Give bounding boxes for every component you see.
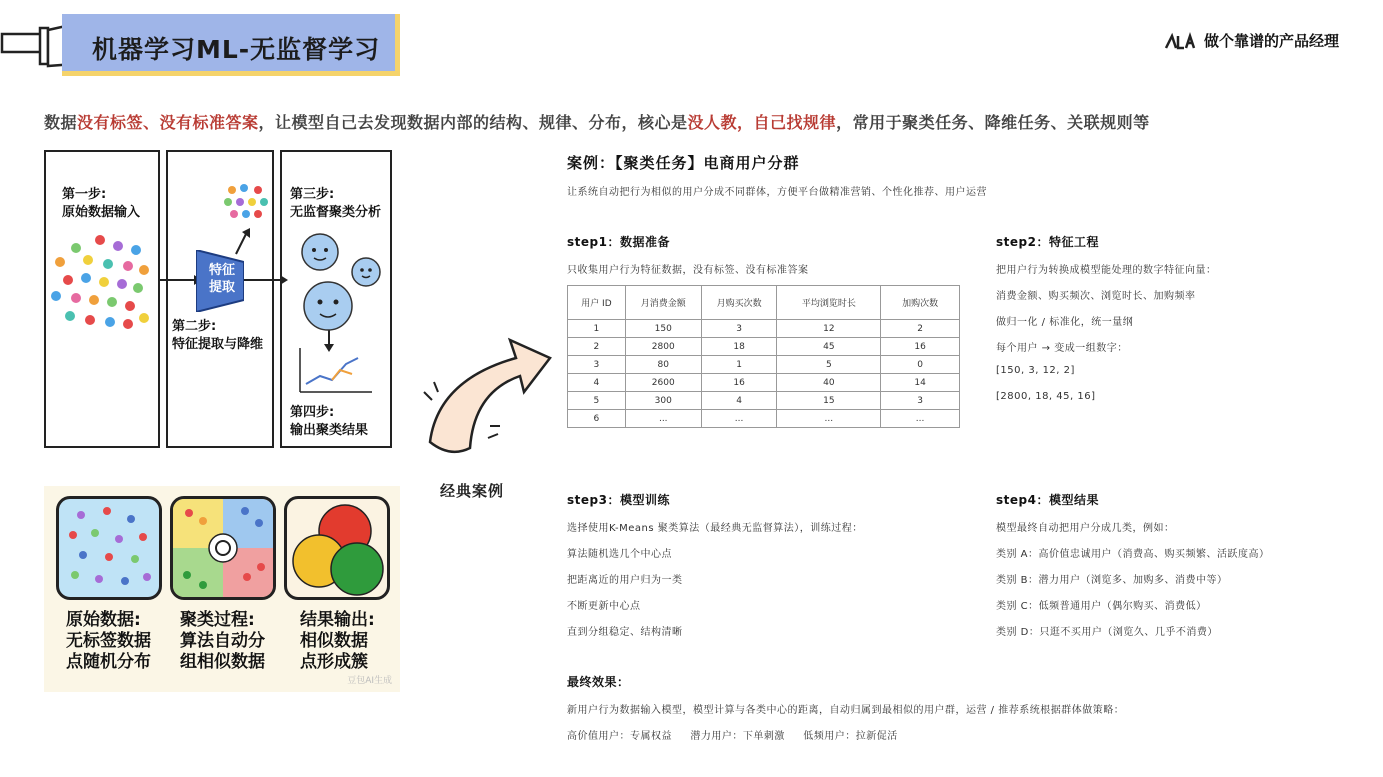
extracted-feature-dots	[220, 184, 270, 226]
step4-title: step4：模型结果	[996, 493, 1099, 507]
case-title: 案例：【聚类任务】电商用户分群	[567, 154, 800, 172]
table-row	[568, 356, 960, 374]
step3-line: 选择使用K-Means 聚类算法（最经典无监督算法），训练过程：	[567, 523, 863, 534]
user-data-table	[567, 285, 960, 428]
step2-line: 把用户行为转换成模型能处理的数字特征向量：	[996, 265, 1217, 276]
step3-title: step3：模型训练	[567, 493, 670, 507]
result-output-card	[284, 496, 390, 600]
table-cell: ...	[625, 410, 701, 428]
column-header: 加购次数	[881, 286, 960, 320]
page-title: 机器学习ML-无监督学习	[92, 35, 381, 64]
table-cell: 150	[625, 320, 701, 338]
step3-line: 把距离近的用户归为一类	[567, 575, 683, 586]
step4-line: 模型最终自动把用户分成几类，例如：	[996, 523, 1175, 534]
step4-line: 类别 A：高价值忠诚用户（消费高、购买频繁、活跃度高）	[996, 549, 1270, 560]
step1-desc: 只收集用户行为特征数据，没有标签、没有标准答案	[567, 265, 809, 276]
step2-line: [150, 3, 12, 2]	[996, 365, 1075, 376]
table-cell: 18	[701, 338, 777, 356]
table-cell: 12	[777, 320, 881, 338]
clustering-quadrants	[173, 499, 273, 597]
brand-name: 做个靠谱的产品经理	[1203, 32, 1339, 50]
table-row	[568, 392, 960, 410]
table-cell: 1	[568, 320, 626, 338]
step2-line: [2800, 18, 45, 16]	[996, 391, 1096, 402]
step4-line: 类别 D：只逛不买用户（浏览久、几乎不消费）	[996, 627, 1218, 638]
raw-data-card	[56, 496, 162, 600]
step3-line: 不断更新中心点	[567, 601, 641, 612]
column-header: 平均浏览时长	[777, 286, 881, 320]
table-cell: 3	[881, 392, 960, 410]
table-cell: 5	[568, 392, 626, 410]
final-title: 最终效果：	[567, 675, 630, 689]
table-cell: 80	[625, 356, 701, 374]
scattered-dots	[59, 499, 159, 597]
final-line: 新用户行为数据输入模型，模型计算与各类中心的距离，自动归属到最相似的用户群，运营 / 推荐系统根据群体做策略：	[567, 705, 1125, 716]
table-cell: 300	[625, 392, 701, 410]
raw-data-caption: 原始数据: 无标签数据 点随机分布	[66, 610, 151, 672]
table-row	[568, 338, 960, 356]
result-output-caption: 结果输出: 相似数据 点形成簇	[300, 610, 375, 672]
table-cell: 2	[881, 320, 960, 338]
table-cell: 0	[881, 356, 960, 374]
case-subtitle: 让系统自动把行为相似的用户分成不同群体，方便平台做精准营销、个性化推荐、用户运营	[567, 187, 987, 198]
table-cell: 14	[881, 374, 960, 392]
table-cell: ...	[777, 410, 881, 428]
step2-line: 每个用户 → 变成一组数字：	[996, 343, 1128, 354]
step4-line: 类别 C：低频普通用户（偶尔购买、消费低）	[996, 601, 1207, 612]
table-cell: 3	[701, 320, 777, 338]
step2-label: 第二步: 特征提取与降维	[172, 319, 264, 352]
table-cell: 40	[777, 374, 881, 392]
table-cell: 45	[777, 338, 881, 356]
clustering-flow-diagram	[44, 150, 394, 448]
table-cell: 16	[701, 374, 777, 392]
column-header: 月购买次数	[701, 286, 777, 320]
step4-label: 第四步: 输出聚类结果	[290, 405, 369, 438]
step4-line: 类别 B：潜力用户（浏览多、加购多、消费中等）	[996, 575, 1228, 586]
feature-extraction-label: 特征 提取	[208, 263, 235, 295]
table-cell: 2	[568, 338, 626, 356]
classic-case-label: 经典案例	[440, 482, 505, 500]
step3-line: 算法随机选几个中心点	[567, 549, 672, 560]
intro-text: 数据没有标签、没有标准答案，让模型自己去发现数据内部的结构、规律、分布，核心是没人教，自己找规律，常用于聚类任务、降维任务、关联规则等	[44, 113, 1150, 132]
table-cell: ...	[701, 410, 777, 428]
table-cell: 4	[701, 392, 777, 410]
table-cell: 16	[881, 338, 960, 356]
watermark: 豆包AI生成	[347, 676, 392, 686]
final-strategy-line: 高价值用户：专属权益 潜力用户：下单刺激 低频用户：拉新促活	[567, 731, 898, 742]
curved-arrow-icon	[420, 330, 560, 460]
table-cell: 5	[777, 356, 881, 374]
clustering-illustration	[44, 486, 400, 692]
table-cell: 1	[701, 356, 777, 374]
column-header: 月消费金额	[625, 286, 701, 320]
table-row	[568, 410, 960, 428]
table-row	[568, 374, 960, 392]
intro-highlight-1: 没有标签、没有标准答案	[77, 113, 259, 132]
step2-line: 消费金额、购买频次、浏览时长、加购频率	[996, 291, 1196, 302]
clustering-process-caption: 聚类过程: 算法自动分 组相似数据	[180, 610, 265, 672]
brand	[1164, 30, 1339, 51]
cluster-characters-icon	[292, 230, 388, 338]
clustering-process-card	[170, 496, 276, 600]
step1-label: 第一步: 原始数据输入	[62, 187, 141, 220]
table-cell: 3	[568, 356, 626, 374]
table-cell: 4	[568, 374, 626, 392]
table-row	[568, 320, 960, 338]
table-cell: ...	[881, 410, 960, 428]
table-cell: 15	[777, 392, 881, 410]
table-cell: 2800	[625, 338, 701, 356]
table-header-row	[568, 286, 960, 320]
table-cell: 2600	[625, 374, 701, 392]
result-clusters	[287, 499, 387, 597]
table-cell: 6	[568, 410, 626, 428]
step3-line: 直到分组稳定、结构清晰	[567, 627, 683, 638]
intro-highlight-2: 没人教，自己找规律	[687, 113, 837, 132]
brand-logo-icon	[1164, 32, 1198, 50]
step2-line: 做归一化 / 标准化，统一量纲	[996, 317, 1134, 328]
step1-title: step1：数据准备	[567, 235, 670, 249]
result-line-chart-icon	[296, 346, 374, 396]
step2-title: step2：特征工程	[996, 235, 1099, 249]
column-header: 用户 ID	[568, 286, 626, 320]
step3-label: 第三步: 无监督聚类分析	[290, 187, 382, 220]
